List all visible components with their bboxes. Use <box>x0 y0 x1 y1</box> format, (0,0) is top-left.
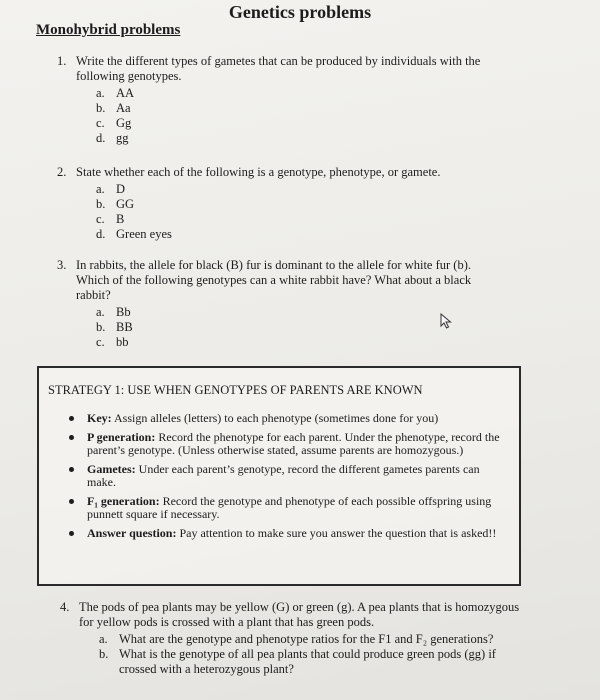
option-letter: a. <box>96 182 105 196</box>
strategy-bullet <box>69 495 509 521</box>
bullet-label: Answer question: <box>87 526 177 540</box>
answer-option <box>96 197 527 212</box>
strategy-bullet <box>69 412 509 425</box>
bullet-text: Record the genotype and phenotype of each possible offspring using punnett square if necessary. <box>87 494 492 521</box>
question-3 <box>57 258 507 350</box>
question-text: The pods of pea plants may be yellow (G) or green (g). A pea plants that is homozygous for yellow pods is crossed with a plant that has green pods. <box>79 600 520 629</box>
question-number: 3. <box>57 258 67 272</box>
bullet-icon <box>69 435 74 440</box>
answer-option <box>96 335 507 350</box>
option-text: gg <box>116 131 129 145</box>
answer-option <box>96 86 527 101</box>
option-text: Green eyes <box>116 227 172 241</box>
question-4 <box>60 600 520 677</box>
strategy-box <box>37 366 521 586</box>
option-text: Gg <box>116 116 132 130</box>
section-title: Monohybrid problems <box>36 22 181 38</box>
option-letter: d. <box>96 131 106 145</box>
option-text: GG <box>116 197 135 211</box>
option-letter: a. <box>96 305 105 319</box>
question-number: 4. <box>60 600 70 614</box>
option-text: Aa <box>116 101 131 115</box>
option-text: AA <box>116 86 135 100</box>
answer-option <box>96 116 527 131</box>
answer-option <box>96 227 527 242</box>
option-text: BB <box>116 320 133 334</box>
answer-option <box>96 182 527 197</box>
answer-option <box>99 632 520 647</box>
page-title: Genetics problems <box>228 2 372 22</box>
bullet-icon <box>69 499 74 504</box>
bullet-text: Pay attention to make sure you answer the question that is asked!! <box>176 526 497 540</box>
answer-option <box>96 131 527 146</box>
bullet-label: P generation: <box>87 430 156 444</box>
option-text: What is the genotype of all pea plants that could produce green pods (gg) if crossed with a heterozygous plant? <box>119 647 496 676</box>
question-text: State whether each of the following is a genotype, phenotype, or gamete. <box>76 165 441 179</box>
option-letter: b. <box>99 647 109 661</box>
option-letter: a. <box>99 632 108 646</box>
bullet-label: Key: <box>87 411 112 425</box>
bullet-text: Record the phenotype for each parent. Under the phenotype, record the parent’s genotype. (Unless otherwise stated, assume parents are homozygous.) <box>87 430 500 457</box>
strategy-heading: STRATEGY 1: USE WHEN GENOTYPES OF PARENTS ARE KNOWN <box>48 383 423 397</box>
option-text: B <box>116 212 125 226</box>
question-text: In rabbits, the allele for black (B) fur is dominant to the allele for white fur (b). Which of the following genotypes can a white rabbit have? What about a black rabbit? <box>76 258 472 302</box>
strategy-bullet <box>69 463 509 489</box>
question-number: 2. <box>57 165 67 179</box>
option-text: What are the genotype and phenotype ratios for the F1 and F₂ generations? <box>119 632 494 646</box>
option-text: D <box>116 182 126 196</box>
option-text: bb <box>116 335 129 349</box>
option-letter: a. <box>96 86 105 100</box>
bullet-label: Gametes: <box>87 462 136 476</box>
option-letter: b. <box>96 197 106 211</box>
strategy-bullet <box>69 527 509 540</box>
option-letter: c. <box>96 335 105 349</box>
question-1 <box>57 54 527 146</box>
bullet-icon <box>69 531 74 536</box>
question-number: 1. <box>57 54 67 68</box>
bullet-label: F₁ generation: <box>87 494 160 508</box>
cursor-icon <box>440 313 454 329</box>
question-2 <box>57 165 527 242</box>
answer-option <box>96 101 527 116</box>
option-letter: b. <box>96 101 106 115</box>
question-text: Write the different types of gametes that can be produced by individuals with the following genotypes. <box>76 54 481 83</box>
answer-option <box>96 212 527 227</box>
answer-option <box>99 647 520 677</box>
option-letter: b. <box>96 320 106 334</box>
option-letter: d. <box>96 227 106 241</box>
bullet-text: Assign alleles (letters) to each phenotype (sometimes done for you) <box>111 411 439 425</box>
bullet-icon <box>69 467 74 472</box>
option-text: Bb <box>116 305 131 319</box>
bullet-icon <box>69 416 74 421</box>
strategy-bullet <box>69 431 509 457</box>
bullet-text: Under each parent’s genotype, record the different gametes parents can make. <box>87 462 480 489</box>
option-letter: c. <box>96 116 105 130</box>
option-letter: c. <box>96 212 105 226</box>
